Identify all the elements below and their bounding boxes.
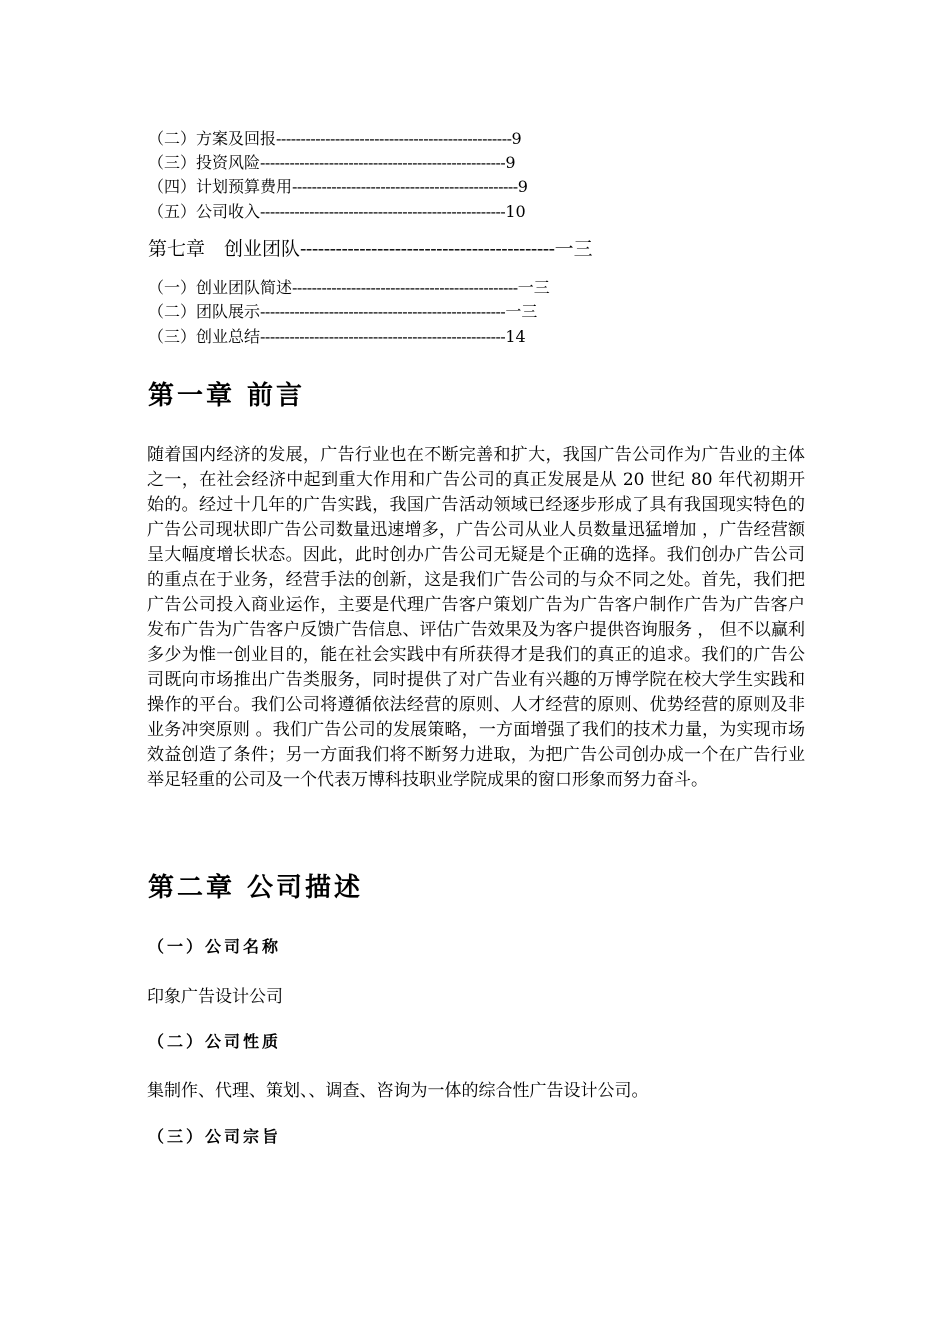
toc-page-number: 一三	[554, 238, 593, 260]
chapter-2-heading: 第二章 公司描述	[148, 873, 364, 903]
section-company-name-heading: （一）公司名称	[148, 937, 282, 956]
toc-entry-title: （四）计划预算费用	[148, 177, 293, 196]
toc-entry-title: （一）创业团队简述	[148, 278, 293, 297]
chapter-1-heading: 第一章 前言	[148, 381, 306, 411]
toc-entry-startup-conclusion[interactable]	[148, 325, 526, 349]
toc-page-number: 9	[511, 129, 522, 148]
toc-entry-title: （三）投资风险	[148, 153, 261, 172]
toc-dot-leader: ----------------------------------------------	[292, 278, 518, 297]
toc-entry-chapter-7[interactable]	[148, 235, 593, 263]
toc-dot-leader: --------------------------------------------------	[260, 202, 506, 221]
toc-entry-budget[interactable]	[148, 175, 528, 199]
toc-dot-leader: ----------------------------------------------	[292, 177, 518, 196]
toc-entry-title: 第七章 创业团队	[148, 238, 301, 260]
toc-page-number: 10	[505, 202, 526, 221]
toc-page-number: 9	[505, 153, 516, 172]
toc-page-number: 一三	[505, 302, 538, 321]
section-company-nature-text: 集制作、代理、策划、、调查、咨询为一体的综合性广告设计公司。	[147, 1081, 649, 1101]
toc-entry-title: （五）公司收入	[148, 202, 261, 221]
toc-entry-team-display[interactable]	[148, 300, 537, 324]
toc-dot-leader: -------------------------------------------	[300, 238, 555, 260]
toc-entry-investment-risk[interactable]	[148, 151, 516, 175]
section-company-purpose-heading: （三）公司宗旨	[148, 1127, 282, 1146]
toc-dot-leader: --------------------------------------------------	[260, 302, 506, 321]
toc-entry-company-income[interactable]	[148, 200, 526, 224]
toc-dot-leader: ------------------------------------------------	[276, 129, 512, 148]
toc-entry-plan-returns[interactable]	[148, 127, 522, 151]
section-company-nature-heading: （二）公司性质	[148, 1032, 282, 1051]
toc-dot-leader: --------------------------------------------------	[260, 153, 506, 172]
toc-page-number: 14	[505, 327, 526, 346]
toc-page-number: 9	[517, 177, 528, 196]
toc-dot-leader: --------------------------------------------------	[260, 327, 506, 346]
toc-entry-title: （二）方案及回报	[148, 129, 277, 148]
toc-entry-title: （二）团队展示	[148, 302, 261, 321]
section-company-name-text: 印象广告设计公司	[147, 987, 283, 1007]
chapter-1-paragraph: 随着国内经济的发展，广告行业也在不断完善和扩大，我国广告公司作为广告业的主体之一，在社会经济中起到重大作用和广告公司的真正发展是从 20 世纪 80 年代初期开始的。经过十几年的广告实践，我国广告活动领域已经逐步形成了具有我国现实特色的广告公司现状即广告公司数量迅速增多，广告公司从业人员数量迅猛增加 ，广告经营额呈大幅度增长状态。因此，此时创办广告公司无疑是个正确的选择。我们创办广告公司的重点在于业务，经营手法的创新，这是我们广告公司的与众不同之处。首先，我们把广告公司投入商业运作，主要是代理广告客户策划广告为广告客户制作广告为广告客户发布广告为广告客户反馈广告信息、评估广告效果及为客户提供咨询服务 ， 但不以赢利多少为惟一创业目的，能在社会实践中有所获得才是我们的真正的追求。我们的广告公司既向市场推出广告类服务，同时提供了对广告业有兴趣的万博学院在校大学生实践和操作的平台。我们公司将遵循依法经营的原则、人才经营的原则、优势经营的原则及非业务冲突原则 。我们广告公司的发展策略，一方面增强了我们的技术力量，为实现市场效益创造了条件；另一方面我们将不断努力进取，为把广告公司创办成一个在广告行业举足轻重的公司及一个代表万博科技职业学院成果的窗口形象而努力奋斗。	[147, 445, 805, 790]
toc-entry-team-summary[interactable]	[148, 276, 550, 300]
toc-page-number: 一三	[517, 278, 550, 297]
toc-entry-title: （三）创业总结	[148, 327, 261, 346]
